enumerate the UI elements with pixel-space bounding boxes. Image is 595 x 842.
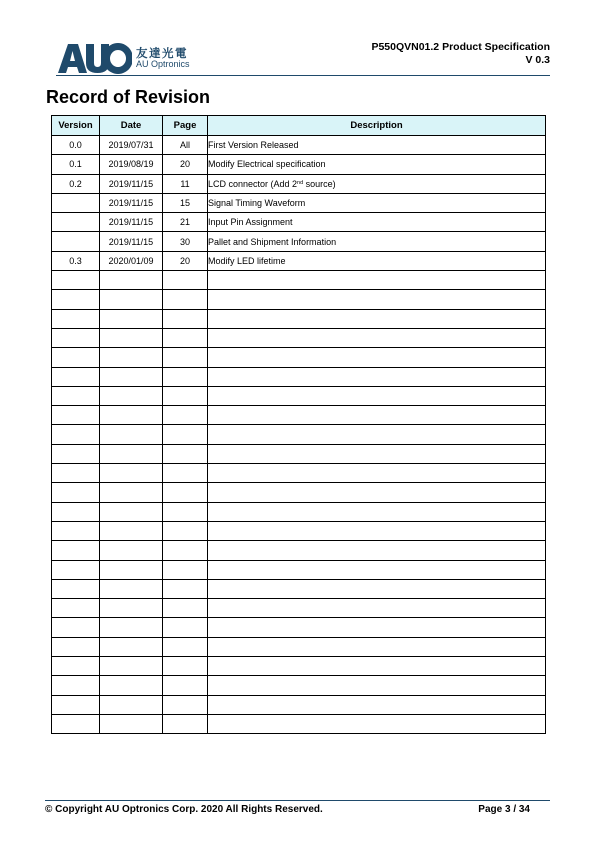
date-cell xyxy=(100,502,163,521)
page-cell xyxy=(163,483,208,502)
page-cell xyxy=(163,541,208,560)
date-cell xyxy=(100,657,163,676)
empty-table-row xyxy=(52,695,546,714)
page-cell: 30 xyxy=(163,232,208,251)
page-cell xyxy=(163,676,208,695)
logo-chinese-text: 友達光電 xyxy=(136,46,188,60)
date-cell xyxy=(100,464,163,483)
description-cell: First Version Released xyxy=(208,136,546,155)
date-cell xyxy=(100,309,163,328)
page-cell xyxy=(163,502,208,521)
version-cell xyxy=(52,618,100,637)
description-cell xyxy=(208,618,546,637)
date-cell: 2019/08/19 xyxy=(100,155,163,174)
page-cell: 21 xyxy=(163,213,208,232)
description-cell xyxy=(208,444,546,463)
description-cell: Signal Timing Waveform xyxy=(208,193,546,212)
table-header-row xyxy=(52,116,546,136)
description-cell: Pallet and Shipment Information xyxy=(208,232,546,251)
page-cell xyxy=(163,386,208,405)
description-cell xyxy=(208,521,546,540)
date-cell xyxy=(100,444,163,463)
empty-table-row xyxy=(52,579,546,598)
version-cell xyxy=(52,695,100,714)
description-cell xyxy=(208,695,546,714)
page-cell xyxy=(163,637,208,656)
column-header-version: Version xyxy=(52,116,100,136)
page-cell xyxy=(163,309,208,328)
column-header-description: Description xyxy=(208,116,546,136)
version-cell xyxy=(52,599,100,618)
version-cell xyxy=(52,657,100,676)
empty-table-row xyxy=(52,521,546,540)
empty-table-row xyxy=(52,271,546,290)
version-cell: 0.3 xyxy=(52,251,100,270)
page-cell xyxy=(163,328,208,347)
ordinal-suffix: nd xyxy=(297,179,304,186)
document-header xyxy=(371,41,550,67)
empty-table-row xyxy=(52,637,546,656)
empty-table-row xyxy=(52,425,546,444)
empty-table-row xyxy=(52,502,546,521)
version-cell xyxy=(52,193,100,212)
description-cell xyxy=(208,367,546,386)
page-number: Page 3 / 34 xyxy=(478,804,530,815)
table-row xyxy=(52,251,546,270)
description-cell xyxy=(208,483,546,502)
date-cell xyxy=(100,541,163,560)
description-cell xyxy=(208,560,546,579)
version-cell xyxy=(52,541,100,560)
version-cell: 0.1 xyxy=(52,155,100,174)
version-cell xyxy=(52,483,100,502)
date-cell xyxy=(100,367,163,386)
version-cell xyxy=(52,444,100,463)
date-cell xyxy=(100,271,163,290)
description-cell xyxy=(208,541,546,560)
description-cell xyxy=(208,714,546,733)
version-cell xyxy=(52,309,100,328)
version-cell xyxy=(52,464,100,483)
copyright-notice: © Copyright AU Optronics Corp. 2020 All Rights Reserved. xyxy=(45,804,323,815)
table-row xyxy=(52,213,546,232)
description-text-after: source) xyxy=(303,178,336,189)
date-cell xyxy=(100,521,163,540)
date-cell xyxy=(100,579,163,598)
date-cell xyxy=(100,386,163,405)
description-cell xyxy=(208,328,546,347)
page-cell xyxy=(163,444,208,463)
page-cell xyxy=(163,618,208,637)
page-cell xyxy=(163,425,208,444)
date-cell xyxy=(100,676,163,695)
date-cell: 2020/01/09 xyxy=(100,251,163,270)
header-divider xyxy=(56,75,550,76)
version-cell xyxy=(52,502,100,521)
page-cell: 20 xyxy=(163,251,208,270)
empty-table-row xyxy=(52,483,546,502)
date-cell xyxy=(100,637,163,656)
description-cell xyxy=(208,309,546,328)
date-cell: 2019/11/15 xyxy=(100,232,163,251)
document-version: V 0.3 xyxy=(525,54,550,66)
date-cell: 2019/11/15 xyxy=(100,193,163,212)
version-cell xyxy=(52,637,100,656)
version-cell xyxy=(52,425,100,444)
description-cell xyxy=(208,676,546,695)
date-cell xyxy=(100,406,163,425)
table-row xyxy=(52,136,546,155)
page-cell xyxy=(163,560,208,579)
description-cell xyxy=(208,464,546,483)
description-cell xyxy=(208,637,546,656)
table-row xyxy=(52,155,546,174)
page-cell xyxy=(163,367,208,386)
empty-table-row xyxy=(52,657,546,676)
description-cell xyxy=(208,290,546,309)
version-cell xyxy=(52,328,100,347)
column-header-date: Date xyxy=(100,116,163,136)
version-cell xyxy=(52,213,100,232)
version-cell: 0.0 xyxy=(52,136,100,155)
description-cell xyxy=(208,406,546,425)
section-title: Record of Revision xyxy=(46,87,211,107)
date-cell xyxy=(100,290,163,309)
date-cell: 2019/11/15 xyxy=(100,174,163,193)
footer-divider xyxy=(45,800,550,801)
page-cell xyxy=(163,464,208,483)
description-cell: Modify LED lifetime xyxy=(208,251,546,270)
date-cell xyxy=(100,560,163,579)
empty-table-row xyxy=(52,541,546,560)
version-cell xyxy=(52,521,100,540)
version-cell: 0.2 xyxy=(52,174,100,193)
revision-table xyxy=(51,115,546,734)
date-cell: 2019/07/31 xyxy=(100,136,163,155)
date-cell xyxy=(100,328,163,347)
date-cell xyxy=(100,348,163,367)
page-cell xyxy=(163,579,208,598)
date-cell xyxy=(100,599,163,618)
description-cell: Modify Electrical specification xyxy=(208,155,546,174)
auo-logo-icon xyxy=(56,42,132,74)
date-cell: 2019/11/15 xyxy=(100,213,163,232)
page-cell xyxy=(163,521,208,540)
date-cell xyxy=(100,695,163,714)
page-cell: All xyxy=(163,136,208,155)
description-cell xyxy=(208,271,546,290)
page-cell xyxy=(163,599,208,618)
empty-table-row xyxy=(52,367,546,386)
description-cell xyxy=(208,425,546,444)
table-row xyxy=(52,232,546,251)
empty-table-row xyxy=(52,444,546,463)
date-cell xyxy=(100,714,163,733)
description-cell xyxy=(208,348,546,367)
version-cell xyxy=(52,579,100,598)
table-row xyxy=(52,193,546,212)
page-cell: 11 xyxy=(163,174,208,193)
company-logo xyxy=(56,42,206,74)
description-cell xyxy=(208,579,546,598)
empty-table-row xyxy=(52,406,546,425)
date-cell xyxy=(100,483,163,502)
description-text: LCD connector (Add 2 xyxy=(208,178,298,189)
date-cell xyxy=(100,618,163,637)
page-cell xyxy=(163,714,208,733)
empty-table-row xyxy=(52,599,546,618)
version-cell xyxy=(52,232,100,251)
version-cell xyxy=(52,560,100,579)
page-cell xyxy=(163,657,208,676)
page-cell xyxy=(163,406,208,425)
empty-table-row xyxy=(52,676,546,695)
version-cell xyxy=(52,714,100,733)
description-cell xyxy=(208,657,546,676)
version-cell xyxy=(52,406,100,425)
page-cell: 15 xyxy=(163,193,208,212)
date-cell xyxy=(100,425,163,444)
description-cell xyxy=(208,502,546,521)
empty-table-row xyxy=(52,290,546,309)
description-cell: Input Pin Assignment xyxy=(208,213,546,232)
description-cell xyxy=(208,174,546,193)
page-cell xyxy=(163,271,208,290)
column-header-page: Page xyxy=(163,116,208,136)
version-cell xyxy=(52,271,100,290)
document-name: P550QVN01.2 Product Specification xyxy=(371,41,550,53)
empty-table-row xyxy=(52,348,546,367)
empty-table-row xyxy=(52,328,546,347)
empty-table-row xyxy=(52,464,546,483)
version-cell xyxy=(52,348,100,367)
empty-table-row xyxy=(52,618,546,637)
description-cell xyxy=(208,386,546,405)
version-cell xyxy=(52,367,100,386)
empty-table-row xyxy=(52,714,546,733)
table-row xyxy=(52,174,546,193)
empty-table-row xyxy=(52,386,546,405)
version-cell xyxy=(52,676,100,695)
page-cell xyxy=(163,290,208,309)
page-cell xyxy=(163,695,208,714)
empty-table-row xyxy=(52,309,546,328)
page-cell xyxy=(163,348,208,367)
page-cell: 20 xyxy=(163,155,208,174)
empty-table-row xyxy=(52,560,546,579)
version-cell xyxy=(52,386,100,405)
description-cell xyxy=(208,599,546,618)
version-cell xyxy=(52,290,100,309)
logo-english-text: AU Optronics xyxy=(136,59,190,69)
